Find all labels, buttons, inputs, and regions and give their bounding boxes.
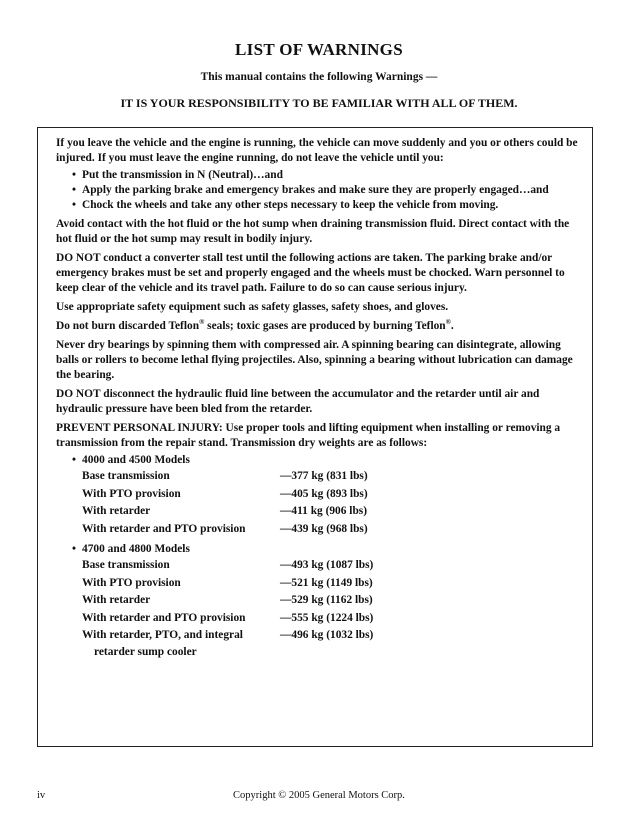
copyright-notice: Copyright © 2005 General Motors Corp. [233, 790, 405, 801]
engine-bullet-list [56, 168, 584, 213]
weights-group-4700 [72, 542, 584, 659]
weight-row [72, 575, 584, 593]
page-title: LIST OF WARNINGS [235, 40, 403, 59]
weight-row [72, 521, 584, 539]
weight-value: —521 kg (1149 lbs) [280, 576, 373, 589]
weight-row [72, 592, 584, 610]
weight-row [72, 557, 584, 575]
teflon-text-3: . [450, 320, 454, 332]
weight-row [72, 486, 584, 504]
weight-label: Base transmission [82, 470, 170, 482]
weight-value: —377 kg (831 lbs) [280, 470, 368, 482]
weight-label: With PTO provision [82, 576, 181, 589]
weight-value: —493 kg (1087 lbs) [280, 559, 374, 571]
weights-group-4000 [72, 453, 584, 538]
weight-value: —411 kg (906 lbs) [280, 505, 368, 517]
weight-row [72, 503, 584, 521]
bullet-item: • Apply the parking brake and emergency brakes and make sure they are properly engaged…and [72, 183, 584, 198]
weight-label: With PTO provision [82, 487, 181, 500]
intro-line: This manual contains the following Warnings — [200, 71, 438, 83]
model-group-header: • 4700 and 4800 Models [72, 542, 584, 557]
weight-label [82, 627, 280, 659]
warnings-content [56, 136, 584, 663]
weight-row [72, 627, 584, 659]
teflon-text-2: seals; toxic gases are produced by burning Teflon [204, 320, 446, 332]
warning-teflon [56, 319, 584, 334]
registered-mark: ® [445, 318, 451, 327]
registered-mark: ® [199, 318, 205, 327]
teflon-text-1: Do not burn discarded Teflon [56, 320, 200, 332]
weight-value: —529 kg (1162 lbs) [280, 594, 373, 606]
weight-row [72, 468, 584, 486]
weight-label: With retarder and PTO provision [82, 522, 246, 535]
weight-label-continuation: retarder sump cooler [94, 645, 197, 658]
page-number: iv [37, 790, 46, 801]
warning-stall-test: DO NOT conduct a converter stall test until the following actions are taken. The parking brake and/or emergency brakes must be set and properly engaged and the wheels must be chocked. Warn personnel to keep clear of the vehicle and its travel path. Failure to do so can cause serious injury. [56, 252, 565, 294]
weight-row [72, 610, 584, 628]
warning-safety-equipment: Use appropriate safety equipment such as safety glasses, safety shoes, and gloves. [56, 301, 449, 313]
bullet-item: • Chock the wheels and take any other steps necessary to keep the vehicle from moving. [72, 198, 584, 213]
warnings-box [37, 127, 593, 747]
warning-hydraulic: DO NOT disconnect the hydraulic fluid line between the accumulator and the retarder until air and hydraulic pressure have been bled from the retarder. [56, 388, 540, 415]
warning-engine-running: If you leave the vehicle and the engine is running, the vehicle can move suddenly and you or others could be injured. If you must leave the engine running, do not leave the vehicle until you: [56, 137, 578, 164]
warning-personal-injury: PREVENT PERSONAL INJURY: Use proper tools and lifting equipment when installing or removing a transmission from the repair stand. Transmission dry weights are as follows: [56, 422, 561, 449]
weight-label-line: With retarder, PTO, and integral [82, 629, 243, 641]
weight-label: With retarder and PTO provision [82, 611, 246, 624]
weight-value: —405 kg (893 lbs) [280, 487, 368, 500]
weight-value: —439 kg (968 lbs) [280, 522, 368, 535]
bullet-item: • Put the transmission in N (Neutral)…and [72, 168, 584, 183]
model-group-header: • 4000 and 4500 Models [72, 453, 584, 468]
warning-hot-fluid: Avoid contact with the hot fluid or the hot sump when draining transmission fluid. Direct contact with the hot fluid or the hot sump may result in bodily injury. [56, 218, 570, 245]
weight-label: With retarder [82, 594, 151, 606]
responsibility-line: IT IS YOUR RESPONSIBILITY TO BE FAMILIAR WITH ALL OF THEM. [120, 96, 518, 110]
weight-label: Base transmission [82, 559, 170, 571]
weight-value: —555 kg (1224 lbs) [280, 611, 374, 624]
weight-label: With retarder [82, 505, 151, 517]
weight-value: —496 kg (1032 lbs) [280, 629, 374, 641]
warning-bearings: Never dry bearings by spinning them with compressed air. A spinning bearing can disintegrate, allowing balls or rollers to become lethal flying projectiles. Also, spinning a bearing without lubrication can damage the bearing. [56, 339, 573, 381]
